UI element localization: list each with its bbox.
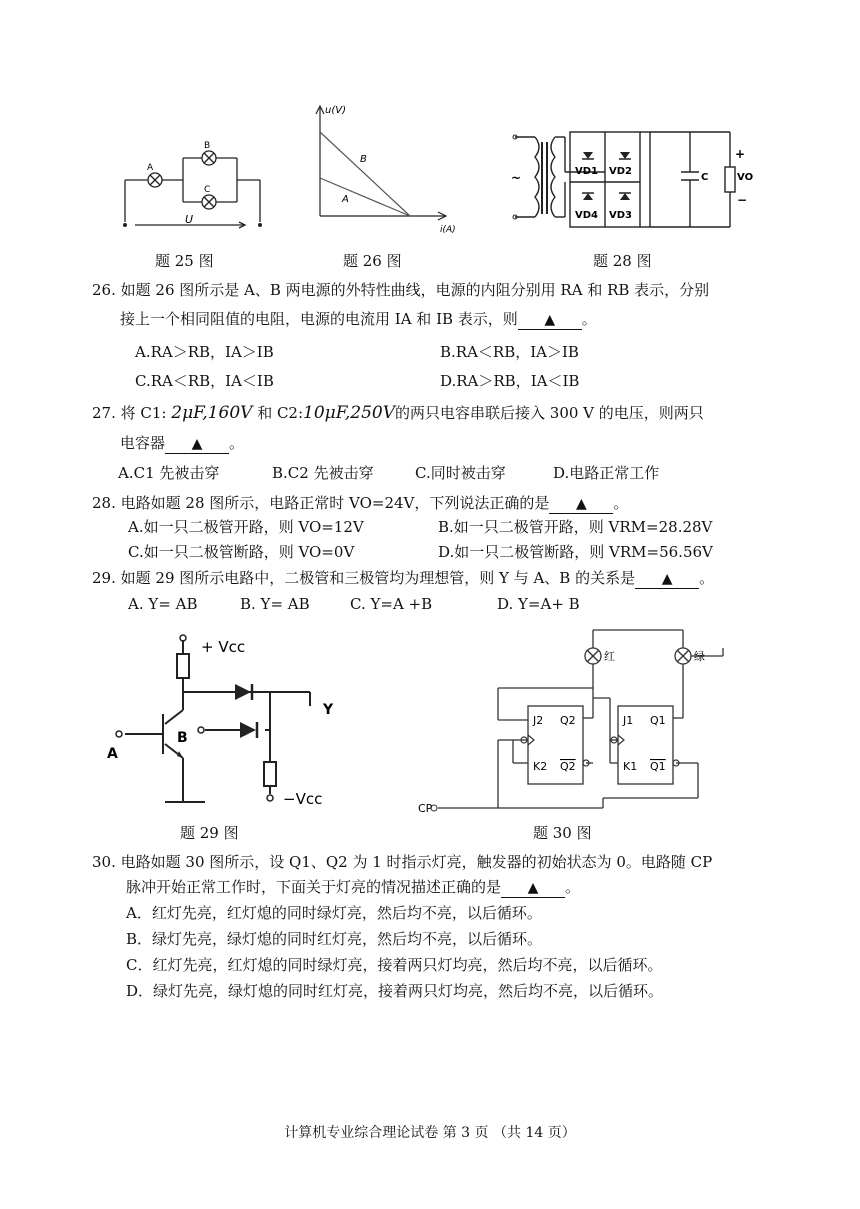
- q27-stem-line1: [92, 402, 704, 424]
- q30-answer-blank[interactable]: ▲: [501, 879, 565, 898]
- fig30-k2-label: K2: [533, 760, 548, 773]
- q26-end: 。: [581, 310, 597, 328]
- q27-stem1-b: 和 C2:: [257, 404, 304, 422]
- fig30-j1-label: J1: [623, 714, 634, 727]
- figure-26-caption: 题 26 图: [343, 252, 402, 270]
- q29-stem-text: 如题 29 图所示电路中，二极管和三极管均为理想管，则 Y 与 A、B 的关系是: [120, 569, 636, 587]
- q26-option-a: A.RA＞RB，IA＞IB: [135, 343, 274, 361]
- q27-number: 27.: [92, 404, 116, 422]
- q26-stem2: 接上一个相同阻值的电阻，电源的电流用 IA 和 IB 表示，则: [120, 310, 518, 328]
- fig28-ac-symbol: ~: [511, 171, 522, 185]
- q30-option-d: D．绿灯先亮，绿灯熄的同时红灯亮，接着两只灯均亮，然后均不亮，以后循环。: [126, 982, 664, 1000]
- fig28-vo-label: VO: [737, 172, 754, 183]
- fig30-q2-label: Q2: [560, 714, 576, 727]
- fig29-vcc-pos-label: + Vcc: [201, 638, 246, 656]
- page-footer: 计算机专业综合理论试卷 第 3 页 （共 14 页）: [284, 1125, 576, 1141]
- q26-option-b: B.RA＜RB，IA＞IB: [440, 343, 579, 361]
- figure-29-circuit: [105, 632, 365, 812]
- q26-stem-line2: [120, 308, 597, 330]
- fig30-red-lamp-label: 红: [604, 650, 615, 663]
- fig30-j2-label: J2: [533, 714, 544, 727]
- q29-option-b: B. Y= AB: [240, 595, 310, 613]
- q27-c2-value: 10μF,250V: [303, 403, 395, 423]
- fig30-green-lamp-label: 绿: [694, 650, 705, 663]
- q29-answer-blank[interactable]: ▲: [635, 570, 699, 589]
- figure-28-rectifier: [495, 122, 765, 232]
- q29-stem: [92, 567, 714, 589]
- fig26-curve-a-label: A: [342, 194, 349, 205]
- q27-option-a: A.C1 先被击穿: [118, 464, 220, 482]
- fig30-q2-bar-label: Q2: [560, 760, 576, 773]
- q26-number: 26.: [92, 281, 116, 299]
- fig28-vd4-label: VD4: [575, 210, 598, 221]
- fig28-minus-label: −: [737, 193, 748, 207]
- fig30-q1-label: Q1: [650, 714, 666, 727]
- fig25-label-b: B: [204, 141, 211, 151]
- q30-stem2: 脉冲开始正常工作时，下面关于灯亮的情况描述正确的是: [126, 878, 502, 896]
- q27-stem2: 电容器: [120, 434, 166, 452]
- q28-number: 28.: [92, 494, 116, 512]
- q30-option-c: C．红灯先亮，红灯熄的同时绿灯亮，接着两只灯均亮，然后均不亮，以后循环。: [126, 956, 663, 974]
- q29-number: 29.: [92, 569, 116, 587]
- fig29-vcc-neg-label: −Vcc: [283, 790, 323, 808]
- q27-option-b: B.C2 先被击穿: [272, 464, 374, 482]
- fig29-input-a-label: A: [107, 746, 118, 762]
- figure-30-caption: 题 30 图: [533, 824, 592, 842]
- q27-answer-blank[interactable]: ▲: [165, 435, 229, 454]
- fig26-yaxis-label: u(V): [325, 105, 346, 116]
- q28-end: 。: [613, 494, 629, 512]
- q27-stem1-a: 将 C1:: [120, 404, 167, 422]
- q28-option-a: A.如一只二极管开路，则 VO=12V: [128, 518, 364, 536]
- figure-29-caption: 题 29 图: [180, 824, 239, 842]
- q28-answer-blank[interactable]: ▲: [549, 495, 613, 514]
- q29-option-a: A. Y= AB: [128, 595, 198, 613]
- q29-option-c: C. Y=A +B: [350, 595, 433, 613]
- q27-end: 。: [229, 434, 245, 452]
- fig25-label-a: A: [147, 163, 154, 173]
- q26-answer-blank[interactable]: ▲: [518, 311, 582, 330]
- figure-25-caption: 题 25 图: [155, 252, 214, 270]
- q26-stem-line1: [92, 279, 709, 301]
- fig25-label-u: U: [185, 213, 194, 226]
- fig26-xaxis-label: i(A): [440, 225, 456, 235]
- figure-25-circuit: [115, 130, 275, 235]
- figure-30-flipflop-circuit: [418, 628, 738, 813]
- fig28-vd3-label: VD3: [609, 210, 632, 221]
- fig26-curve-b-label: B: [360, 154, 367, 165]
- q30-end: 。: [565, 878, 581, 896]
- q30-option-a: A．红灯先亮，红灯熄的同时绿灯亮，然后均不亮，以后循环。: [126, 904, 542, 922]
- fig28-c-label: C: [701, 172, 709, 183]
- fig30-cp-label: CP: [418, 802, 433, 813]
- fig28-vd1-label: VD1: [575, 166, 598, 177]
- figure-28-caption: 题 28 图: [593, 252, 652, 270]
- q27-option-d: D.电路正常工作: [553, 464, 660, 482]
- q27-stem-line2: [120, 432, 244, 454]
- fig25-label-c: C: [204, 185, 211, 195]
- q30-stem-line2: [126, 876, 580, 898]
- q28-option-d: D.如一只二极管断路，则 VRM=56.56V: [438, 543, 713, 561]
- fig30-k1-label: K1: [623, 760, 638, 773]
- q26-stem1: 如题 26 图所示是 A、B 两电源的外特性曲线，电源的内阻分别用 RA 和 RB 表示，分别: [120, 281, 710, 299]
- q29-end: 。: [699, 569, 715, 587]
- q26-option-d: D.RA＞RB，IA＜IB: [440, 372, 580, 390]
- q28-stem-text: 电路如题 28 图所示，电路正常时 VO=24V，下列说法正确的是: [120, 494, 550, 512]
- q27-stem1-c: 的两只电容串联后接入 300 V 的电压，则两只: [395, 404, 704, 422]
- q30-stem-line1: [92, 851, 712, 873]
- q28-stem: [92, 492, 628, 514]
- q26-option-c: C.RA＜RB，IA＜IB: [135, 372, 274, 390]
- fig29-output-y-label: Y: [323, 702, 334, 718]
- figure-26-graph: [300, 98, 460, 238]
- q29-option-d: D. Y=A+ B: [497, 595, 580, 613]
- fig29-input-b-label: B: [177, 730, 188, 746]
- fig28-vd2-label: VD2: [609, 166, 632, 177]
- fig28-plus-label: +: [735, 147, 746, 161]
- q28-option-c: C.如一只二极管断路，则 VO=0V: [128, 543, 355, 561]
- q27-c1-value: 2μF,160V: [171, 403, 253, 423]
- q30-option-b: B．绿灯先亮，绿灯熄的同时红灯亮，然后均不亮，以后循环。: [126, 930, 543, 948]
- fig30-q1-bar-label: Q1: [650, 760, 666, 773]
- q30-number: 30.: [92, 853, 116, 871]
- q30-stem1: 电路如题 30 图所示，设 Q1、Q2 为 1 时指示灯亮，触发器的初始状态为 0。电路随 CP: [120, 853, 713, 871]
- q27-option-c: C.同时被击穿: [415, 464, 506, 482]
- q28-option-b: B.如一只二极管开路，则 VRM=28.28V: [438, 518, 713, 536]
